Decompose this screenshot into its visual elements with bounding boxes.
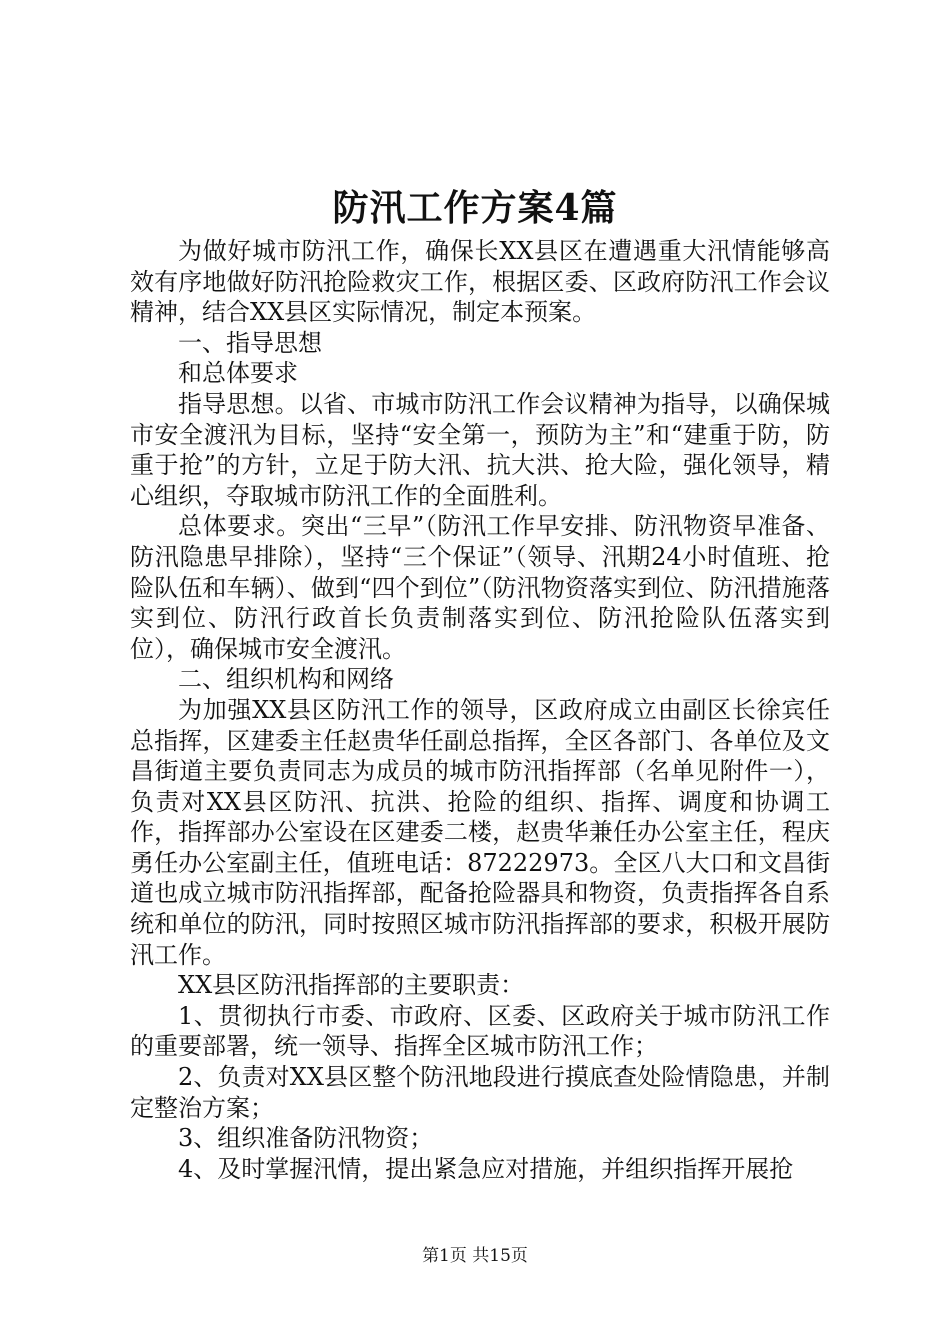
heading-organization: 二、组织机构和网络 xyxy=(178,665,394,694)
list-item-duty-2: 2、负责对XX县区整个防汛地段进行摸底查处险情隐患，并制定整治方案； xyxy=(130,1063,830,1122)
list-item-duty-1: 1、贯彻执行市委、市政府、区委、区政府关于城市防汛工作的重要部署，统一领导、指挥全区城市防汛工作； xyxy=(130,1001,830,1061)
document-title: 防汛工作方案4篇 xyxy=(332,187,618,229)
list-item-duty-3: 3、组织准备防汛物资； xyxy=(178,1124,434,1153)
document-body xyxy=(130,236,830,1184)
list-item-duty-4: 4、及时掌握汛情，提出紧急应对措施，并组织指挥开展抢 xyxy=(178,1154,794,1183)
paragraph-general-requirements: 总体要求。突出“三早”（防汛工作早安排、防汛物资早准备、防汛隐患早排除），坚持“三个保证”（领导、汛期24小时值班、抢险队伍和车辆）、做到“四个到位”（防汛物资落实到位、防汛措施落实到位、防汛行政首长负责制落实到位、防汛抢险队伍落实到位），确保城市安全渡汛。 xyxy=(130,512,830,663)
heading-guiding-thought: 一、指导思想 xyxy=(178,328,322,357)
paragraph-duties-heading: XX县区防汛指挥部的主要职责： xyxy=(178,971,525,1000)
heading-general-requirements: 和总体要求 xyxy=(178,359,298,388)
paragraph-intro: 为做好城市防汛工作，确保长XX县区在遭遇重大汛情能够高效有序地做好防汛抢险救灾工作，根据区委、区政府防汛工作会议精神，结合XX县区实际情况，制定本预案。 xyxy=(130,237,830,327)
paragraph-organization: 为加强XX县区防汛工作的领导，区政府成立由副区长徐宾任总指挥，区建委主任赵贵华任副总指挥，全区各部门、各单位及文昌街道主要负责同志为成员的城市防汛指挥部（名单见附件一），负责对XX县区防汛、抗洪、抢险的组织、指挥、调度和协调工作，指挥部办公室设在区建委二楼，赵贵华兼任办公室主任，程庆勇任办公室副主任，值班电话：87222973。全区八大口和文昌街道也成立城市防汛指挥部，配备抢险器具和物资，负责指挥各自系统和单位的防汛，同时按照区城市防汛指挥部的要求，积极开展防汛工作。 xyxy=(130,695,830,969)
page-footer: 第1页 共15页 xyxy=(422,1246,528,1266)
paragraph-guiding-thought: 指导思想。以省、市城市防汛工作会议精神为指导，以确保城市安全渡汛为目标，坚持“安全第一，预防为主”和“建重于防，防重于抢”的方针，立足于防大汛、抗大洪、抢大险，强化领导，精心组织，夺取城市防汛工作的全面胜利。 xyxy=(130,389,830,510)
